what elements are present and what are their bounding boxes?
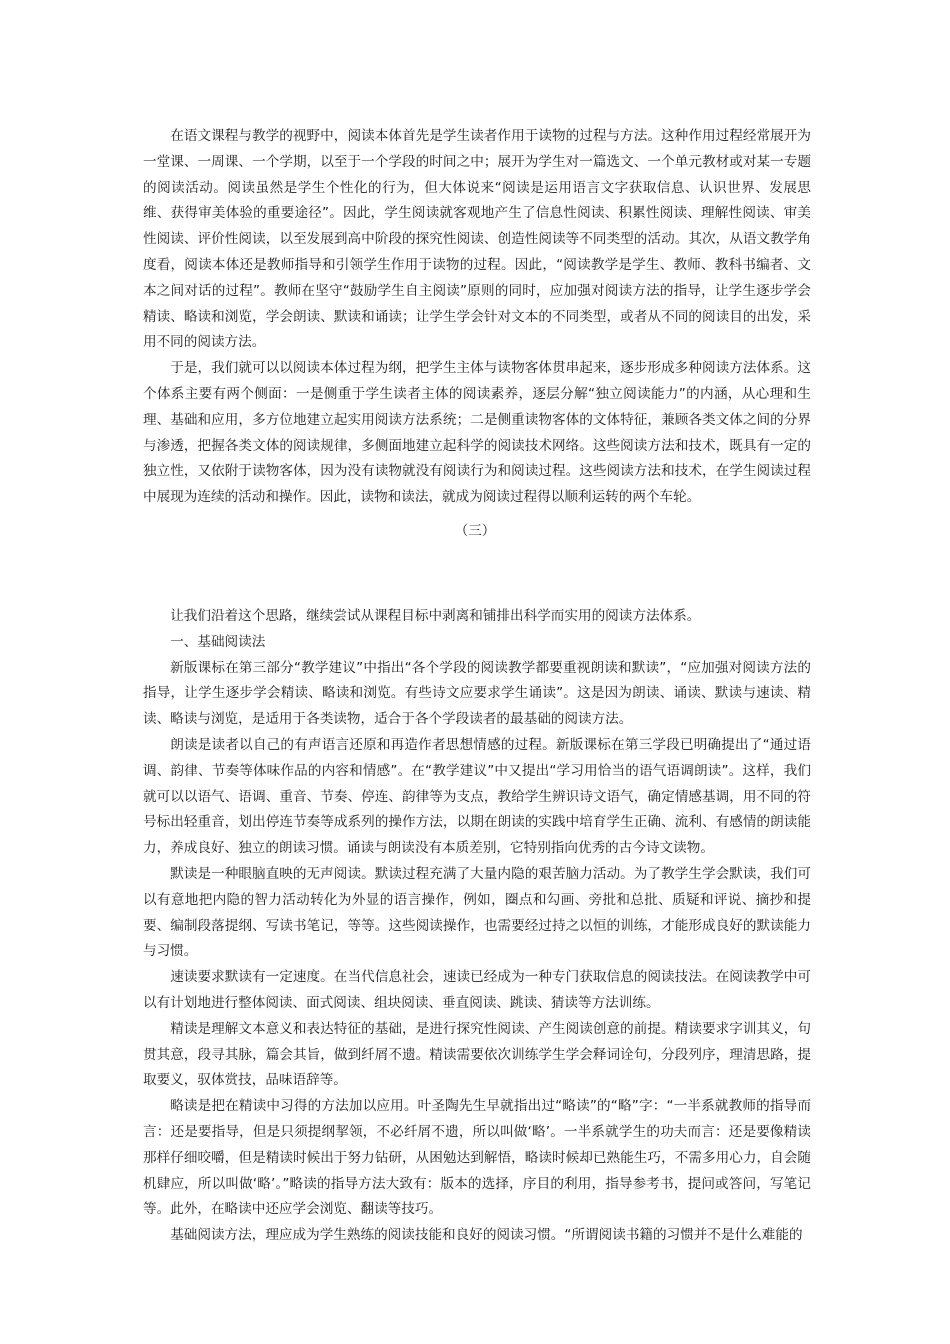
bottom-section bbox=[143, 604, 811, 1249]
body-paragraph: 略读是把在精读中习得的方法加以应用。叶圣陶先生早就指出过“略读”的“略”字：“一半系就教师的指导而言：还是要指导，但是只须提纲挈领，不必纤屑不遗，所以叫做‘略’。一半系就学生的功夫而言：还是要像精读那样仔细咬嚼，但是精读时候出于努力钻研，从困勉达到解悟，略读时候却已熟能生巧，不需多用心力，自会随机肆应，所以叫做‘略’。”略读的指导方法大致有：版本的选择，序目的利用，指导参考书，提问或答问，写笔记等。此外，在略读中还应学会浏览、翻读等技巧。 bbox=[143, 1098, 811, 1218]
body-paragraph: 在语文课程与教学的视野中，阅读本体首先是学生读者作用于读物的过程与方法。这种作用过程经常展开为一堂课、一周课、一个学期，以至于一个学段的时间之中；展开为学生对一篇选文、一个单元教材或对某一专题的阅读活动。阅读虽然是学生个性化的行为，但大体说来“阅读是运用语言文字获取信息、认识世界、发展思维、获得审美体验的重要途径”。因此，学生阅读就客观地产生了信息性阅读、积累性阅读、理解性阅读、审美性阅读、评价性阅读，以至发展到高中阶段的探究性阅读、创造性阅读等不同类型的活动。其次，从语文教学角度看，阅读本体还是教师指导和引领学生作用于读物的过程。因此，“阅读教学是学生、教师、教科书编者、文本之间对话的过程”。教师在坚守“鼓励学生自主阅读”原则的同时，应加强对阅读方法的指导，让学生逐步学会精读、略读和浏览，学会朗读、默读和诵读；让学生学会针对文本的不同类型，或者从不同的阅读目的出发，采用不同的阅读方法。 bbox=[143, 128, 811, 351]
body-paragraph: 朗读是读者以自己的有声语言还原和再造作者思想情感的过程。新版课标在第三学段已明确提出了“通过语调、韵律、节奏等体味作品的内容和情感”。在“教学建议”中又提出“学习用恰当的语气语调朗读”。这样，我们就可以以语气、语调、重音、节奏、停连、韵律等为支点，教给学生辨识诗文语气，确定情感基调，用不同的符号标出轻重音，划出停连节奏等成系列的操作方法，以期在朗读的实践中培育学生正确、流利、有感情的朗读能力，养成良好、独立的朗读习惯。诵读与朗读没有本质差别，它特别指向优秀的古今诗文读物。 bbox=[143, 736, 811, 857]
subsection-heading: 一、基础阅读法 bbox=[170, 633, 266, 650]
body-paragraph: 速读要求默读有一定速度。在当代信息社会，速读已经成为一种专门获取信息的阅读技法。在阅读教学中可以有计划地进行整体阅读、面式阅读、组块阅读、垂直阅读、跳读、猜读等方法训练。 bbox=[143, 969, 811, 1011]
body-paragraph: 于是，我们就可以以阅读本体过程为纲，把学生主体与读物客体贯串起来，逐步形成多种阅读方法体系。这个体系主要有两个侧面：一是侧重于学生读者主体的阅读素养，逐层分解“独立阅读能力”的内涵，从心理和生理、基础和应用，多方位地建立起实用阅读方法系统；二是侧重读物客体的文体特征，兼顾各类文体之间的分界与渗透，把握各类文体的阅读规律，多侧面地建立起科学的阅读技术网络。这些阅读方法和技术，既具有一定的独立性，又依附于读物客体，因为没有读物就没有阅读行为和阅读过程。这些阅读方法和技术，在学生阅读过程中展现为连续的活动和操作。因此，读物和读法，就成为阅读过程得以顺利运转的两个车轮。 bbox=[143, 360, 811, 506]
body-paragraph: 基础阅读方法，理应成为学生熟练的阅读技能和良好的阅读习惯。“所谓阅读书籍的习惯并不是什么难能的 bbox=[170, 1227, 803, 1244]
body-paragraph: 新版课标在第三部分“教学建议”中指出“各个学段的阅读教学都要重视朗读和默读”，“应加强对阅读方法的指导，让学生逐步学会精读、略读和浏览。有些诗文应要求学生诵读”。这是因为朗读、诵读、默读与速读、精读、略读与浏览，是适用于各类读物，适合于各个学段读者的最基础的阅读方法。 bbox=[143, 659, 811, 728]
body-paragraph: 精读是理解文本意义和表达特征的基础，是进行探究性阅读、产生阅读创意的前提。精读要求字训其义，句贯其意，段寻其脉，篇会其旨，做到纤屑不遗。精读需要依次训练学生学会释词诠句，分段列序，理清思路，提取要义，驭体赏技，品味语辞等。 bbox=[143, 1020, 811, 1089]
top-section bbox=[143, 124, 811, 511]
section-number: （三） bbox=[454, 523, 496, 539]
intro-paragraph: 让我们沿着这个思路，继续尝试从课程目标中剥离和铺排出科学而实用的阅读方法体系。 bbox=[170, 608, 701, 624]
body-paragraph: 默读是一种眼脑直映的无声阅读。默读过程充满了大量内隐的艰苦脑力活动。为了教学生学会默读，我们可以有意地把内隐的智力活动转化为外显的语言操作，例如，圈点和勾画、旁批和总批、质疑和评说、摘抄和提要、编制段落提纲、写读书笔记，等等。这些阅读操作，也需要经过持之以恒的训练，才能形成良好的默读能力与习惯。 bbox=[143, 865, 811, 960]
